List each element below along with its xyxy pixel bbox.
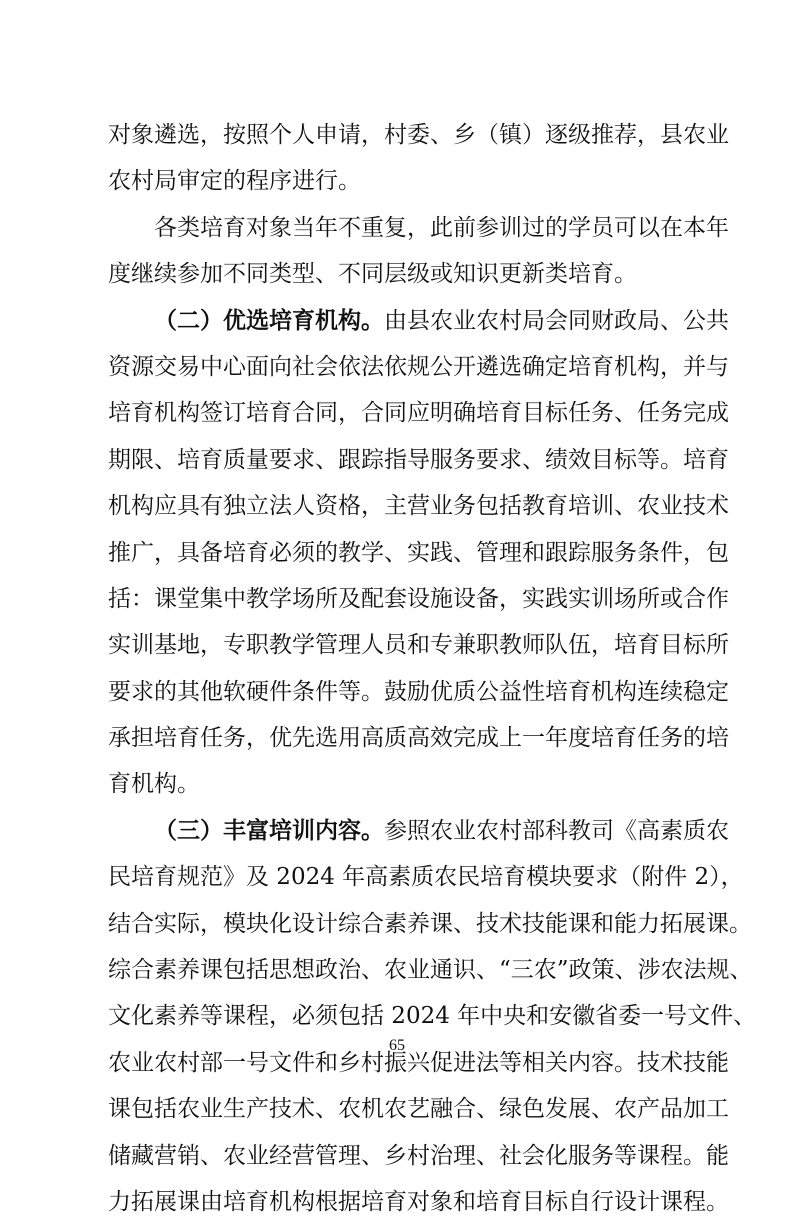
paragraph-line: 储藏营销、农业经营管理、乡村治理、社会化服务等课程。能 — [108, 1142, 729, 1169]
paragraph-line: 各类培育对象当年不重复，此前参训过的学员可以在本年 — [154, 214, 729, 241]
paragraph-line: 课包括农业生产技术、农机农艺融合、绿色发展、农产品加工 — [108, 1096, 729, 1123]
paragraph-line: 培育机构签订培育合同，合同应明确培育目标任务、任务完成 — [108, 400, 729, 427]
body-text — [108, 112, 757, 1225]
section-heading-line — [108, 808, 729, 854]
paragraph-line: 期限、培育质量要求、跟踪指导服务要求、绩效目标等。培育 — [108, 446, 729, 473]
section-heading-line — [108, 298, 729, 344]
paragraph-text: 由县农业农村局会同财政局、公共 — [384, 307, 729, 334]
paragraph-line: 度继续参加不同类型、不同层级或知识更新类培育。 — [108, 261, 637, 288]
paragraph-line: 括：课堂集中教学场所及配套设施设备，实践实训场所或合作 — [108, 585, 729, 612]
paragraph-line: 育机构。 — [108, 771, 200, 798]
paragraph-line: 农村局审定的程序进行。 — [108, 168, 361, 195]
paragraph-line: 农业农村部一号文件和乡村振兴促进法等相关内容。技术技能 — [108, 1049, 729, 1076]
paragraph-line: 文化素养等课程，必须包括 2024 年中央和安徽省委一号文件、 — [108, 1003, 757, 1030]
paragraph-line: 对象遴选，按照个人申请，村委、乡（镇）逐级推荐，县农业 — [108, 122, 729, 148]
paragraph-line: 资源交易中心面向社会依法依规公开遴选确定培育机构，并与 — [108, 353, 729, 380]
section-heading-2: （二）优选培育机构。 — [154, 306, 384, 334]
paragraph-line: 综合素养课包括思想政治、农业通识、“三农”政策、涉农法规、 — [108, 957, 753, 984]
page-number: 65 — [389, 1037, 405, 1054]
paragraph-line: 力拓展课由培育机构根据培育对象和培育目标自行设计课程。 — [108, 1188, 729, 1215]
paragraph-line: 推广，具备培育必须的教学、实践、管理和跟踪服务条件，包 — [108, 539, 729, 566]
paragraph-line: 承担培育任务，优先选用高质高效完成上一年度培育任务的培 — [108, 725, 729, 752]
paragraph-text: 参照农业农村部科教司《高素质农 — [384, 817, 729, 844]
section-heading-3: （三）丰富培训内容。 — [154, 816, 384, 844]
paragraph-line: 实训基地，专职教学管理人员和专兼职教师队伍，培育目标所 — [108, 632, 729, 659]
paragraph-line: 结合实际，模块化设计综合素养课、技术技能课和能力拓展课。 — [108, 910, 752, 937]
paragraph-line: 机构应具有独立法人资格，主营业务包括教育培训、农业技术 — [108, 493, 729, 520]
paragraph-line: 民培育规范》及 2024 年高素质农民培育模块要求（附件 2）， — [108, 864, 744, 891]
paragraph-line: 要求的其他软硬件条件等。鼓励优质公益性培育机构连续稳定 — [108, 678, 729, 705]
